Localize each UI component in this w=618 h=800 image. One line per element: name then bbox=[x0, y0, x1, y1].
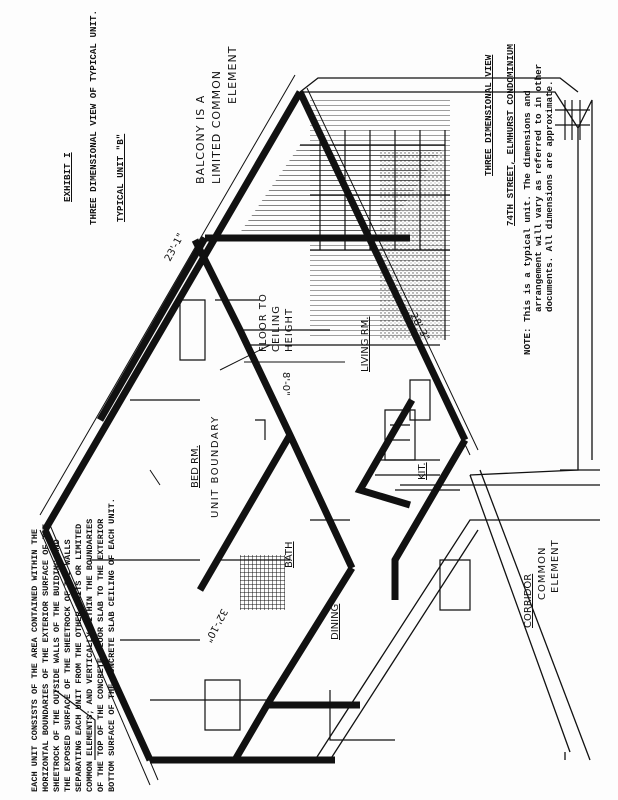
exhibit-title: EXHIBIT I bbox=[62, 152, 73, 202]
note-line: NOTE: This is a typical unit. The dimensions and bbox=[522, 90, 533, 355]
svg-text:LIVING RM.: LIVING RM. bbox=[360, 316, 371, 372]
definition-line: SEPARATING EACH UNIT FROM THE OTHER UNITS OR LIMITED bbox=[74, 523, 84, 792]
svg-text:ELEMENT: ELEMENT bbox=[226, 45, 239, 104]
note-line: arrangement will vary as referred to in other bbox=[533, 63, 544, 312]
definition-line: SHEETROCK OF THE OUTSIDE WALLS OF THE BUIDING AND bbox=[52, 539, 62, 792]
view-title: THREE DIMENSIONAL VIEW bbox=[483, 54, 494, 176]
definition-line: COMMON ELEMENTS; AND VERTICALLY WITHIN THE BOUNDARIES bbox=[85, 518, 95, 792]
svg-text:BATH: BATH bbox=[284, 541, 295, 568]
svg-text:ELEMENT: ELEMENT bbox=[550, 539, 561, 593]
definition-line: OF THE TOP OF THE CONCRETE FLOOR SLAB TO THE EXTERIOR bbox=[96, 518, 106, 792]
definition-line: THE EXPOSED SURFACE OF THE SHEETROCK OF THE WALLS bbox=[63, 539, 73, 792]
svg-text:UNIT BOUNDARY: UNIT BOUNDARY bbox=[210, 415, 221, 518]
svg-text:32'-10": 32'-10" bbox=[202, 606, 230, 644]
note-line: documents. All dimensions are approximate. bbox=[544, 80, 555, 312]
svg-text:8'-0": 8'-0" bbox=[280, 372, 291, 396]
svg-text:BED RM.: BED RM. bbox=[190, 445, 201, 488]
svg-text:COMMON: COMMON bbox=[537, 546, 548, 600]
definition-line: HORIZONTAL BOUNDARIES OF THE EXTERIOR SURFACE OF THE bbox=[41, 523, 51, 792]
building-name: 74TH STREET, ELMHURST CONDOMINIUM bbox=[505, 44, 516, 226]
svg-text:HEIGHT: HEIGHT bbox=[284, 307, 295, 352]
definition-line: BOTTOM SURFACE OF THE CONCRETE SLAB CEILING OF EACH UNIT. bbox=[107, 498, 117, 792]
bath-fixture bbox=[240, 555, 285, 610]
svg-text:28'-3": 28'-3" bbox=[407, 311, 432, 343]
svg-text:23'-1": 23'-1" bbox=[162, 231, 187, 264]
exhibit-subtitle: THREE DIMENSIONAL VIEW OF TYPICAL UNIT. bbox=[88, 9, 99, 225]
unit-type-label: TYPICAL UNIT "B" bbox=[115, 133, 126, 222]
svg-text:DINING: DINING bbox=[330, 603, 341, 640]
svg-text:FLOOR TO: FLOOR TO bbox=[258, 293, 269, 352]
note-block bbox=[522, 64, 555, 355]
svg-text:CEILING: CEILING bbox=[271, 305, 282, 352]
unit-definition-text bbox=[30, 498, 118, 792]
svg-text:CORRIDOR: CORRIDOR bbox=[523, 573, 534, 628]
svg-text:KIT.: KIT. bbox=[417, 462, 428, 480]
definition-line: EACH UNIT CONSISTS OF THE AREA CONTAINED WITHIN THE bbox=[30, 528, 40, 792]
svg-text:BALCONY IS A: BALCONY IS A bbox=[194, 94, 207, 184]
svg-text:LIMITED COMMON: LIMITED COMMON bbox=[210, 70, 223, 184]
